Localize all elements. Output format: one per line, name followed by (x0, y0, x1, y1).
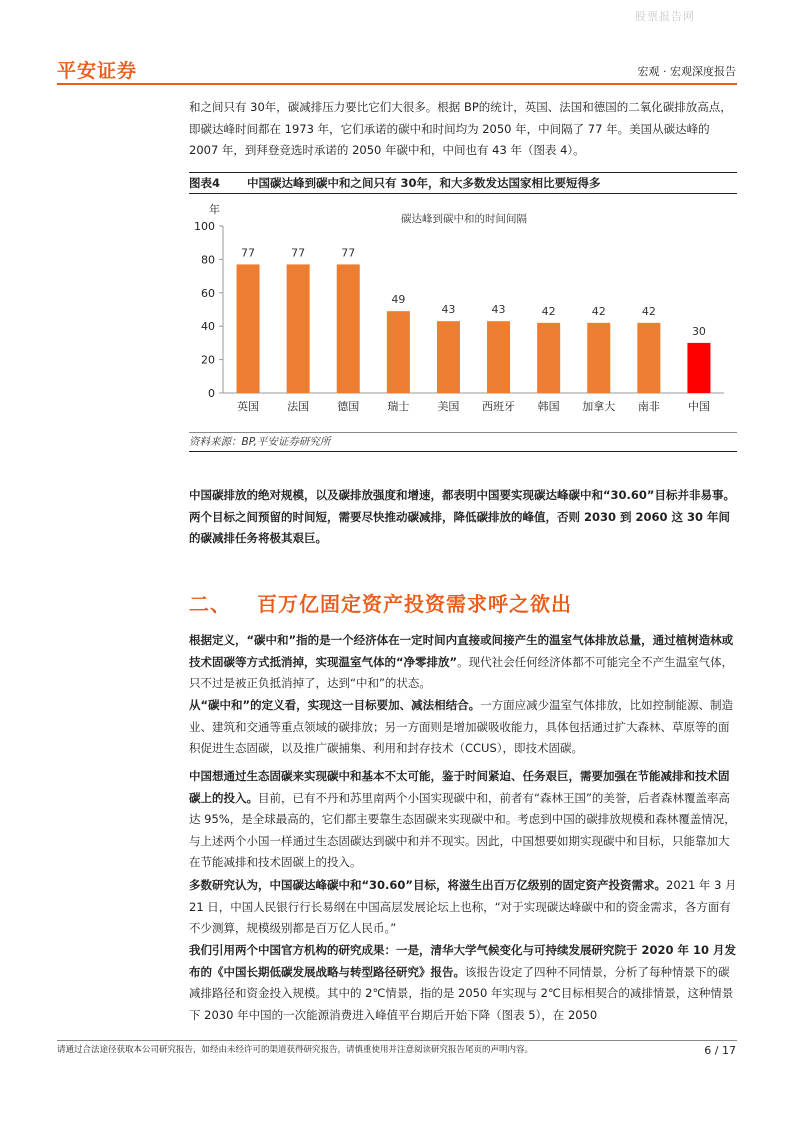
chart-y-tick-label: 20 (201, 353, 215, 367)
section-number: 二、 (189, 592, 231, 616)
chart-bar (337, 264, 360, 393)
intro-paragraph: 和之间只有 30年，碳减排压力要比它们大很多。根据 BP的统计，英国、法国和德国的二氧化碳排放高点，即碳达峰时间都在 1973 年，它们承诺的碳中和时间均为 2050 年，中间隔了 77 年。美国从碳达峰的 2007 年，到拜登竞选时承诺的 2050 年碳中和，中间也有 43 年（图表 4）。 (189, 100, 732, 157)
paragraph-eco-carbon-rest: 目前，已有不丹和苏里南两个小国实现碳中和，前者有“森林王国”的美誉，后者森林覆盖率高达 95%，是全球最高的，它们都主要靠生态固碳来实现碳中和。考虑到中国的碳排放规模和森林覆盖情况，与上述两个小国一样通过生态固碳达到碳中和并不现实。因此，中国想要如期实现碳中和目标，只能靠加大在节能减排和技术固碳上的投入。 (189, 790, 736, 869)
paragraph-add-subtract (189, 695, 737, 760)
brand-logo: 平安证券 (57, 60, 138, 82)
chart-y-tick-label: 0 (208, 387, 215, 400)
chart-bar (237, 264, 260, 393)
bar-chart (189, 196, 737, 432)
paragraph-investment-rest: 2021 年 3 月 21 日，中国人民银行行长易纲在中国高层发展论坛上也称，“对于实现碳达峰碳中和的资金需求，各方面有不少测算，规模级别都是百万亿人民币。” (189, 878, 737, 935)
chart-data-label: 30 (691, 324, 706, 338)
paragraph-definition (189, 630, 737, 695)
chart-svg (189, 196, 737, 432)
report-category: 宏观 · 宏观深度报告 (637, 65, 736, 78)
chart-y-tick-label: 80 (201, 253, 215, 267)
figure-title-bar (189, 172, 737, 194)
paragraph-research-rest: 该报告设定了四种不同情景，分析了每种情景下的碳减排路径和资金投入规模。其中的 2℃情景，指的是 2050 年实现与 2℃目标相契合的减排情景，这种情景下 2030 年中国的一次能源消费进入峰值平台期后开始下降（图表 5），在 2050 (189, 964, 734, 1022)
paragraph-investment (189, 875, 737, 940)
chart-x-tick-label: 加拿大 (582, 400, 616, 413)
chart-bar (487, 321, 510, 393)
chart-bar (537, 323, 560, 393)
chart-bar (687, 343, 710, 393)
section-heading (189, 588, 572, 617)
chart-y-tick-label: 100 (194, 220, 215, 233)
chart-x-tick-label: 法国 (287, 400, 310, 413)
chart-y-tick-label: 60 (201, 286, 215, 300)
chart-data-label: 42 (641, 304, 656, 318)
chart-bar (637, 323, 660, 393)
paragraph-investment-bold: 多数研究认为，中国碳达峰碳中和“30.60”目标，将滋生出百万亿级别的固定资产投资需求。 (189, 878, 666, 892)
paragraph-conclusion (189, 485, 737, 550)
paragraph-add-subtract-rest: 一方面应减少温室气体排放，比如控制能源、制造业、建筑和交通等重点领域的碳排放；另一方面则是增加碳吸收能力，具体包括通过扩大森林、草原等的面积促进生态固碳，以及推广碳捕集、利用和封存技术（CCUS），即技术固碳。 (189, 698, 734, 755)
chart-x-tick-label: 西班牙 (482, 400, 516, 413)
figure-source: 资料来源：BP,平安证券研究所 (189, 432, 737, 452)
chart-title: 碳达峰到碳中和的时间间隔 (401, 213, 527, 225)
chart-data-label: 42 (591, 304, 606, 318)
chart-data-label: 49 (391, 293, 406, 307)
chart-bar (387, 311, 410, 393)
paragraph-definition-bold: 根据定义，“碳中和”指的是一个经济体在一定时间内直接或间接产生的温室气体排放总量，通过植树造林或技术固碳等方式抵消掉，实现温室气体的“净零排放” (189, 633, 734, 669)
chart-x-tick-label: 美国 (437, 400, 460, 413)
paragraph-add-subtract-bold: 从“碳中和”的定义看，实现这一目标要加、减法相结合。 (189, 698, 481, 712)
chart-x-tick-label: 瑞士 (387, 400, 410, 413)
paragraph-research-bold: 我们引用两个中国官方机构的研究成果：一是，清华大学气候变化与可持续发展研究院于 2020 年 10 月发布的《中国长期低碳发展战略与转型路径研究》报告。 (189, 943, 737, 979)
chart-data-label: 77 (241, 246, 256, 260)
figure-title: 中国碳达峰到碳中和之间只有 30年，和大多数发达国家相比要短得多 (247, 176, 601, 190)
chart-x-tick-label: 韩国 (537, 400, 560, 413)
chart-data-label: 43 (491, 303, 506, 317)
footer-divider (57, 1040, 737, 1041)
chart-data-label: 77 (341, 246, 356, 260)
chart-ylabel: 年 (209, 203, 220, 216)
chart-y-tick-label: 40 (201, 320, 215, 334)
paragraph-eco-carbon (189, 766, 737, 874)
chart-x-tick-label: 英国 (237, 400, 260, 413)
section-title: 百万亿固定资产投资需求呼之欲出 (257, 592, 572, 616)
chart-data-label: 77 (291, 246, 306, 260)
chart-x-tick-label: 南非 (637, 400, 660, 413)
chart-x-tick-label: 中国 (687, 400, 710, 413)
paragraph-eco-carbon-bold: 中国想通过生态固碳来实现碳中和基本不太可能，鉴于时间紧迫、任务艰巨，需要加强在节能减排和技术固碳上的投入。 (189, 769, 730, 805)
chart-bar (287, 264, 310, 393)
chart-data-label: 43 (441, 303, 456, 317)
paragraph-definition-rest: 。现代社会任何经济体都不可能完全不产生温室气体，只不过是被正负抵消掉了，达到“中和”的状态。 (189, 654, 734, 690)
header-divider (57, 83, 737, 85)
chart-x-tick-label: 德国 (337, 400, 360, 413)
footer-disclaimer: 请通过合法途径获取本公司研究报告，如经由未经许可的渠道获得研究报告，请慎重使用并注意阅读研究报告尾页的声明内容。 (57, 1045, 534, 1055)
page-number: 6 / 17 (704, 1044, 736, 1057)
paragraph-conclusion-text: 中国碳排放的绝对规模，以及碳排放强度和增速，都表明中国要实现碳达峰碳中和“30.60”目标并非易事。两个目标之间预留的时间短，需要尽快推动碳减排，降低碳排放的峰值，否则 2030 到 2060 这 30 年间的碳减排任务将极其艰巨。 (189, 488, 735, 545)
watermark: 股票报告网 (635, 10, 695, 23)
paragraph-research (189, 940, 737, 1026)
chart-bar (587, 323, 610, 393)
figure-label: 图表4 (189, 176, 221, 190)
chart-data-label: 42 (541, 304, 556, 318)
chart-bar (437, 321, 460, 393)
